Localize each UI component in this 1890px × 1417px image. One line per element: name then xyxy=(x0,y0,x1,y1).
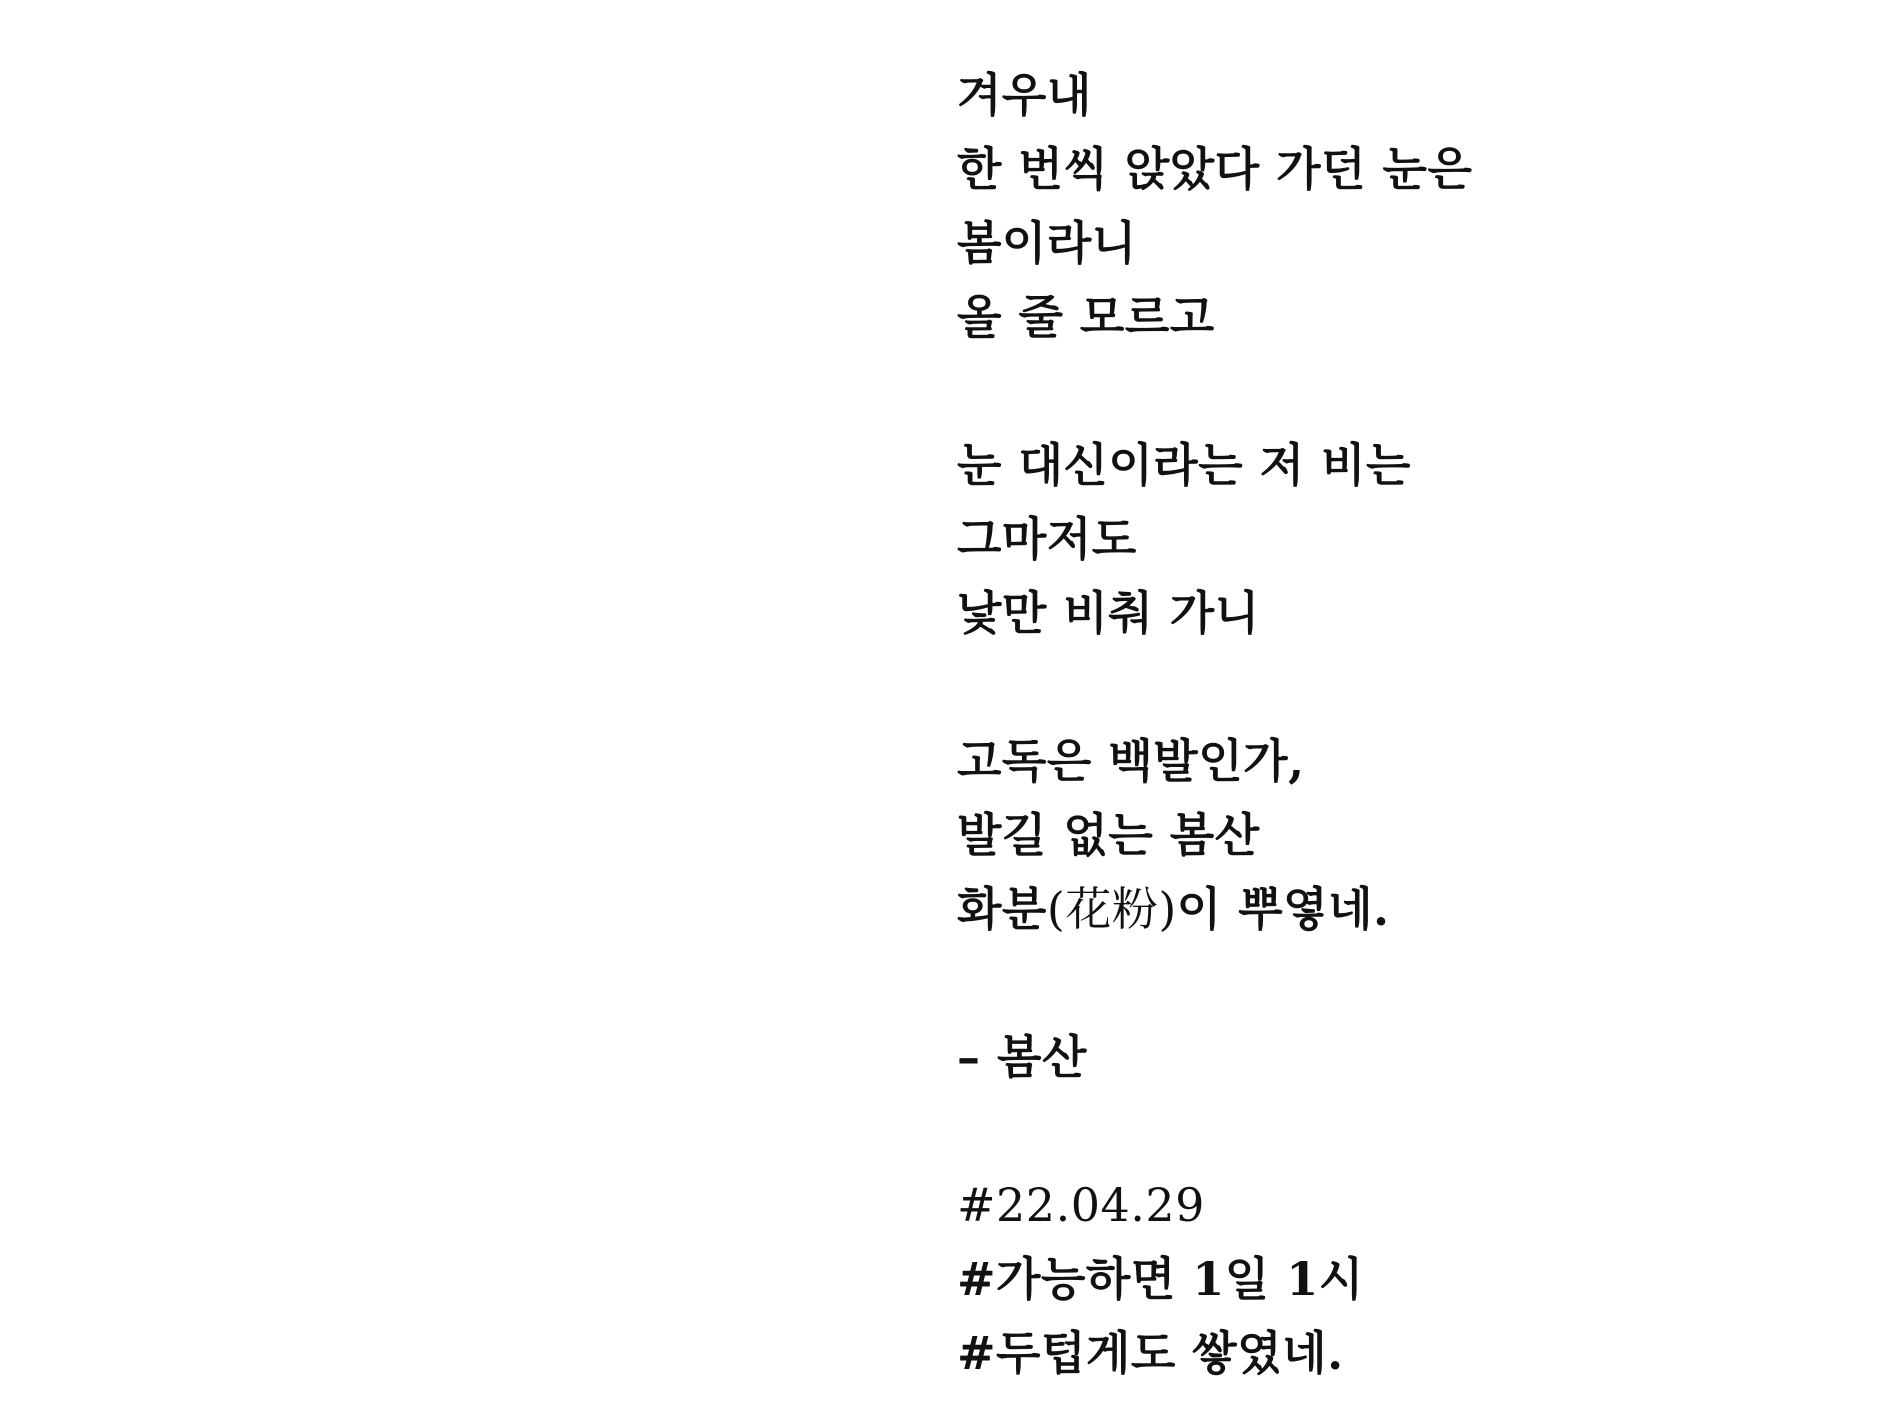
poem-line: 발길 없는 봄산 xyxy=(957,808,1260,862)
poem-line: 고독은 백발인가, xyxy=(957,734,1305,788)
poem-line: 겨우내 xyxy=(957,68,1092,122)
stanza-break xyxy=(957,650,1857,724)
poem-text: 화분 xyxy=(957,882,1047,936)
poem-line: 그마저도 xyxy=(957,512,1137,566)
poem-body xyxy=(957,58,1857,1390)
date-tag: #22.04.29 xyxy=(957,1178,1205,1232)
hashtag: #두텁게도 쌓였네. xyxy=(957,1326,1344,1380)
poem-text: 이 뿌옇네. xyxy=(1176,882,1390,936)
stanza-break xyxy=(957,354,1857,428)
section-break xyxy=(957,1094,1857,1168)
poem-line: 봄이라니 xyxy=(957,216,1137,270)
poem-line: 올 줄 모르고 xyxy=(957,290,1215,344)
poem-title-attribution: – 봄산 xyxy=(957,1030,1087,1084)
poem-line-with-hanja xyxy=(957,872,1857,946)
poem-line: 눈 대신이라는 저 비는 xyxy=(957,438,1411,492)
poem-line: 한 번씩 앉았다 가던 눈은 xyxy=(957,142,1473,196)
poem-line: 낯만 비춰 가니 xyxy=(957,586,1260,640)
hashtag: #가능하면 1일 1시 xyxy=(957,1252,1364,1306)
stanza-break xyxy=(957,946,1857,1020)
hanja-annotation: (花粉) xyxy=(1046,882,1177,936)
